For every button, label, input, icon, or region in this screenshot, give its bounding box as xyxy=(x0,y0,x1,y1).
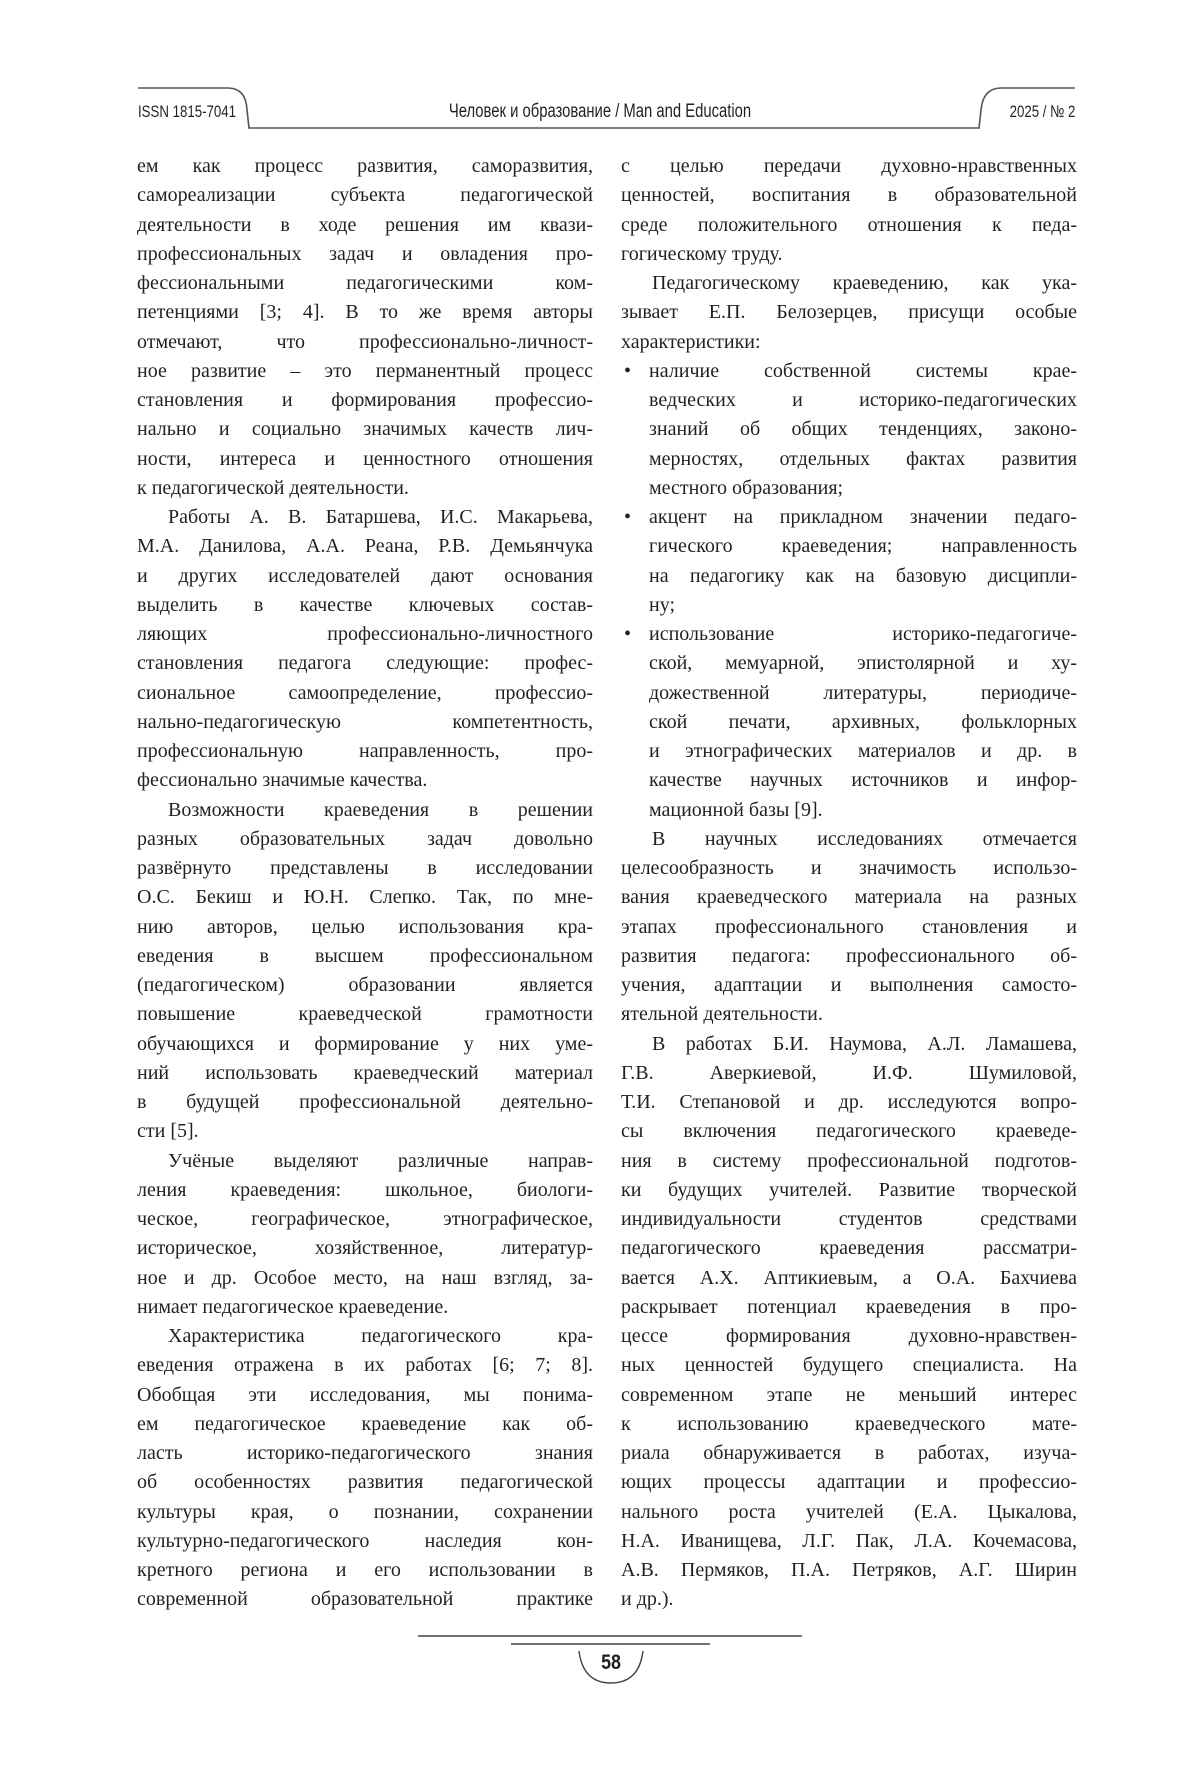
line-text: (педагогическом) образовании является xyxy=(137,974,593,996)
page-number: 58 xyxy=(601,1651,621,1675)
text-line xyxy=(137,971,593,1000)
line-text: гического краеведения; направленность xyxy=(649,535,1077,557)
line-text: ятельной деятельности. xyxy=(621,1003,823,1025)
paragraph xyxy=(621,825,1077,1030)
text-line xyxy=(137,240,593,269)
line-text: дожественной литературы, периодиче- xyxy=(649,682,1077,704)
issue-label: 2025 / № 2 xyxy=(1009,100,1075,124)
paragraph xyxy=(621,269,1077,357)
line-text: отмечают, что профессионально-личност- xyxy=(137,331,593,353)
line-text: качестве научных источников и инфор- xyxy=(649,769,1077,791)
text-line xyxy=(621,503,1077,532)
line-text: вания краеведческого материала на разных xyxy=(621,886,1077,908)
text-line xyxy=(137,1264,593,1293)
line-text: ласть историко-педагогического знания xyxy=(137,1442,593,1464)
text-line xyxy=(137,211,593,240)
line-text: местного образования; xyxy=(649,477,843,499)
line-text: еведения отражена в их работах [6; 7; 8]. xyxy=(137,1354,593,1376)
bullet-item xyxy=(621,357,1077,503)
text-line xyxy=(621,1410,1077,1439)
text-line xyxy=(621,474,1077,503)
text-line xyxy=(621,1117,1077,1146)
line-text: становления и формирования профессио- xyxy=(137,389,593,411)
line-text: нимает педагогическое краеведение. xyxy=(137,1296,448,1318)
line-text: ния в систему профессиональной подготов- xyxy=(621,1150,1077,1172)
line-text: разных образовательных задач довольно xyxy=(137,828,593,850)
line-text: ляющих профессионально-личностного xyxy=(137,623,593,645)
text-line xyxy=(137,357,593,386)
text-line xyxy=(621,620,1077,649)
line-text: и этнографических материалов и др. в xyxy=(649,740,1077,762)
text-line xyxy=(621,1176,1077,1205)
text-line xyxy=(621,854,1077,883)
text-line xyxy=(621,825,1077,854)
line-text: В работах Б.И. Наумова, А.Л. Ламашева, xyxy=(652,1033,1077,1055)
text-line xyxy=(621,913,1077,942)
line-text: раскрывает потенциал краеведения в про- xyxy=(621,1296,1077,1318)
text-line xyxy=(137,766,593,795)
line-text: сы включения педагогического краеведе- xyxy=(621,1120,1077,1142)
text-line xyxy=(137,298,593,327)
text-line xyxy=(621,1293,1077,1322)
bullet-item xyxy=(621,620,1077,825)
text-line xyxy=(137,1117,593,1146)
line-text: учения, адаптации и выполнения самосто- xyxy=(621,974,1077,996)
text-line xyxy=(137,1176,593,1205)
line-text: В научных исследованиях отмечается xyxy=(652,828,1077,850)
text-line xyxy=(621,562,1077,591)
text-line xyxy=(137,445,593,474)
text-line xyxy=(137,913,593,942)
line-text: ну; xyxy=(649,594,675,616)
text-line xyxy=(621,1234,1077,1263)
text-line xyxy=(621,649,1077,678)
text-line xyxy=(137,532,593,561)
bullet-item xyxy=(621,503,1077,620)
line-text: к педагогической деятельности. xyxy=(137,477,409,499)
line-text: об особенностях развития педагогической xyxy=(137,1471,593,1493)
line-text: Учёные выделяют различные направ- xyxy=(168,1150,593,1172)
line-text: ской печати, архивных, фольклорных xyxy=(649,711,1077,733)
line-text: деятельности в ходе решения им квази- xyxy=(137,214,593,236)
text-line xyxy=(137,737,593,766)
line-text: развёрнуто представлены в исследовании xyxy=(137,857,593,879)
line-text: и др.). xyxy=(621,1588,674,1610)
line-text: О.С. Бекиш и Ю.Н. Слепко. Так, по мне- xyxy=(137,886,593,908)
line-text: наличие собственной системы крае- xyxy=(649,360,1077,382)
text-line xyxy=(621,971,1077,1000)
line-text: ки будущих учителей. Развитие творческой xyxy=(621,1179,1077,1201)
line-text: профессиональную направленность, про- xyxy=(137,740,593,762)
line-text: сиональное самоопределение, профессио- xyxy=(137,682,593,704)
line-text: культуры края, о познании, сохранении xyxy=(137,1501,593,1523)
text-line xyxy=(137,591,593,620)
text-line xyxy=(621,1585,1077,1614)
line-text: мационной базы [9]. xyxy=(649,799,823,821)
text-line xyxy=(137,1527,593,1556)
line-text: М.А. Данилова, А.А. Реана, Р.В. Демьянчука xyxy=(137,535,593,557)
paragraph xyxy=(621,152,1077,269)
line-text: ем как процесс развития, саморазвития, xyxy=(137,155,593,177)
line-text: историческое, хозяйственное, литератур- xyxy=(137,1237,593,1259)
line-text: ческое, географическое, этнографическое, xyxy=(137,1208,593,1230)
text-line xyxy=(621,1468,1077,1497)
text-line xyxy=(137,1205,593,1234)
text-line xyxy=(137,1556,593,1585)
text-line xyxy=(137,181,593,210)
line-text: характеристики: xyxy=(621,331,761,353)
line-text: Т.И. Степановой и др. исследуются вопро- xyxy=(621,1091,1077,1113)
line-text: нально и социально значимых качеств лич- xyxy=(137,418,593,440)
line-text: развития педагога: профессионального об- xyxy=(621,945,1077,967)
line-text: Работы А. В. Батаршева, И.С. Макарьева, xyxy=(168,506,593,528)
line-text: сти [5]. xyxy=(137,1120,199,1142)
bullet-icon: • xyxy=(624,503,631,532)
line-text: фессиональными педагогическими ком- xyxy=(137,272,593,294)
line-text: индивидуальности студентов средствами xyxy=(621,1208,1077,1230)
text-line xyxy=(621,1030,1077,1059)
text-line xyxy=(137,679,593,708)
line-text: Г.В. Аверкиевой, И.Ф. Шумиловой, xyxy=(621,1062,1077,1084)
line-text: становления педагога следующие: профес- xyxy=(137,652,593,674)
text-line xyxy=(621,1498,1077,1527)
text-line xyxy=(137,1293,593,1322)
line-text: в будущей профессиональной деятельно- xyxy=(137,1091,593,1113)
text-line xyxy=(137,883,593,912)
text-line xyxy=(621,386,1077,415)
line-text: Педагогическому краеведению, как ука- xyxy=(652,272,1077,294)
text-line xyxy=(137,1147,593,1176)
issn-label: ISSN 1815-7041 xyxy=(138,100,236,124)
paragraph xyxy=(137,1147,593,1323)
text-line xyxy=(137,328,593,357)
text-line xyxy=(621,181,1077,210)
line-text: ное и др. Особое место, на наш взгляд, за- xyxy=(137,1267,593,1289)
text-line xyxy=(137,1030,593,1059)
text-line xyxy=(621,679,1077,708)
text-line xyxy=(621,1351,1077,1380)
paragraph xyxy=(137,1322,593,1615)
text-line xyxy=(621,357,1077,386)
text-line xyxy=(621,1439,1077,1468)
text-line xyxy=(621,1322,1077,1351)
text-line xyxy=(621,445,1077,474)
line-text: ем педагогическое краеведение как об- xyxy=(137,1413,593,1435)
text-line xyxy=(621,1556,1077,1585)
line-text: ности, интереса и ценностного отношения xyxy=(137,448,593,470)
line-text: нально-педагогическую компетентность, xyxy=(137,711,593,733)
line-text: гогическому труду. xyxy=(621,243,783,265)
line-text: еведения в высшем профессиональном xyxy=(137,945,593,967)
text-line xyxy=(621,737,1077,766)
text-line xyxy=(621,415,1077,444)
line-text: А.В. Пермяков, П.А. Петряков, А.Г. Ширин xyxy=(621,1559,1077,1581)
text-line xyxy=(137,1585,593,1614)
text-line xyxy=(137,152,593,181)
line-text: вается А.Х. Аптикиевым, а О.А. Бахчиева xyxy=(621,1267,1077,1289)
text-line xyxy=(621,1059,1077,1088)
text-line xyxy=(137,1234,593,1263)
line-text: риала обнаруживается в работах, изуча- xyxy=(621,1442,1077,1464)
text-line xyxy=(621,152,1077,181)
line-text: среде положительного отношения к педа- xyxy=(621,214,1077,236)
text-line xyxy=(621,532,1077,561)
text-line xyxy=(621,1147,1077,1176)
line-text: выделить в качестве ключевых состав- xyxy=(137,594,593,616)
line-text: петенциями [3; 4]. В то же время авторы xyxy=(137,301,593,323)
text-line xyxy=(137,562,593,591)
text-line xyxy=(137,620,593,649)
text-line xyxy=(621,1205,1077,1234)
text-line xyxy=(137,796,593,825)
text-line xyxy=(621,883,1077,912)
text-line xyxy=(621,1527,1077,1556)
line-text: фессионально значимые качества. xyxy=(137,769,427,791)
line-text: повышение краеведческой грамотности xyxy=(137,1003,593,1025)
text-line xyxy=(137,1381,593,1410)
text-column-left xyxy=(137,152,593,1615)
text-line xyxy=(137,708,593,737)
text-line xyxy=(137,474,593,503)
text-line xyxy=(137,1351,593,1380)
line-text: нию авторов, целью использования кра- xyxy=(137,916,593,938)
line-text: ления краеведения: школьное, биологи- xyxy=(137,1179,593,1201)
text-line xyxy=(621,269,1077,298)
line-text: Характеристика педагогического кра- xyxy=(168,1325,593,1347)
line-text: профессиональных задач и овладения про- xyxy=(137,243,593,265)
line-text: современном этапе не меньший интерес xyxy=(621,1384,1077,1406)
text-line xyxy=(621,591,1077,620)
text-line xyxy=(137,1439,593,1468)
text-line xyxy=(621,942,1077,971)
bullet-icon: • xyxy=(624,357,631,386)
line-text: ведческих и историко-педагогических xyxy=(649,389,1077,411)
line-text: обучающихся и формирование у них уме- xyxy=(137,1033,593,1055)
line-text: культурно-педагогического наследия кон- xyxy=(137,1530,593,1552)
line-text: Н.А. Иванищева, Л.Г. Пак, Л.А. Кочемасова, xyxy=(621,1530,1077,1552)
text-line xyxy=(137,386,593,415)
footer-ornament xyxy=(0,1620,1200,1700)
text-line xyxy=(137,1059,593,1088)
text-line xyxy=(621,240,1077,269)
line-text: ное развитие – это перманентный процесс xyxy=(137,360,593,382)
text-line xyxy=(621,211,1077,240)
line-text: Обобщая эти исследования, мы понима- xyxy=(137,1384,593,1406)
paragraph xyxy=(621,1030,1077,1615)
line-text: зывает Е.П. Белозерцев, присущи особые xyxy=(621,301,1077,323)
text-line xyxy=(621,298,1077,327)
text-line xyxy=(621,1381,1077,1410)
text-line xyxy=(137,1000,593,1029)
line-text: нального роста учителей (Е.А. Цыкалова, xyxy=(621,1501,1077,1523)
text-line xyxy=(137,942,593,971)
line-text: с целью передачи духовно-нравственных xyxy=(621,155,1077,177)
text-line xyxy=(621,328,1077,357)
line-text: ний использовать краеведческий материал xyxy=(137,1062,593,1084)
line-text: и других исследователей дают основания xyxy=(137,565,593,587)
text-line xyxy=(621,766,1077,795)
paragraph xyxy=(137,152,593,503)
text-line xyxy=(621,1264,1077,1293)
text-line xyxy=(621,1088,1077,1117)
line-text: использование историко-педагогиче- xyxy=(649,623,1077,645)
line-text: к использованию краеведческого мате- xyxy=(621,1413,1077,1435)
text-line xyxy=(137,1322,593,1351)
line-text: акцент на прикладном значении педаго- xyxy=(649,506,1077,528)
line-text: педагогического краеведения рассматри- xyxy=(621,1237,1077,1259)
line-text: ющих процессы адаптации и профессио- xyxy=(621,1471,1077,1493)
line-text: самореализации субъекта педагогической xyxy=(137,184,593,206)
text-line xyxy=(137,649,593,678)
line-text: этапах профессионального становления и xyxy=(621,916,1077,938)
line-text: знаний об общих тенденциях, законо- xyxy=(649,418,1077,440)
text-line xyxy=(137,825,593,854)
text-line xyxy=(137,1088,593,1117)
bullet-icon: • xyxy=(624,620,631,649)
journal-title: Человек и образование / Man and Education xyxy=(449,100,751,124)
line-text: ской, мемуарной, эпистолярной и ху- xyxy=(649,652,1077,674)
paragraph xyxy=(137,796,593,1147)
text-line xyxy=(621,1000,1077,1029)
text-line xyxy=(621,708,1077,737)
line-text: на педагогику как на базовую дисципли- xyxy=(649,565,1077,587)
paragraph xyxy=(137,503,593,796)
text-line xyxy=(137,415,593,444)
line-text: мерностях, отдельных фактах развития xyxy=(649,448,1077,470)
text-line xyxy=(137,503,593,532)
page-footer xyxy=(0,1620,1200,1700)
text-line xyxy=(137,854,593,883)
text-line xyxy=(621,796,1077,825)
text-column-right xyxy=(621,152,1077,1615)
line-text: современной образовательной практике xyxy=(137,1588,593,1610)
text-line xyxy=(137,1410,593,1439)
text-line xyxy=(137,269,593,298)
text-line xyxy=(137,1498,593,1527)
line-text: ных ценностей будущего специалиста. На xyxy=(621,1354,1077,1376)
line-text: цессе формирования духовно-нравствен- xyxy=(621,1325,1077,1347)
line-text: кретного региона и его использовании в xyxy=(137,1559,593,1581)
text-line xyxy=(137,1468,593,1497)
line-text: целесообразность и значимость использо- xyxy=(621,857,1077,879)
running-header xyxy=(0,0,1200,140)
line-text: ценностей, воспитания в образовательной xyxy=(621,184,1077,206)
line-text: Возможности краеведения в решении xyxy=(168,799,593,821)
